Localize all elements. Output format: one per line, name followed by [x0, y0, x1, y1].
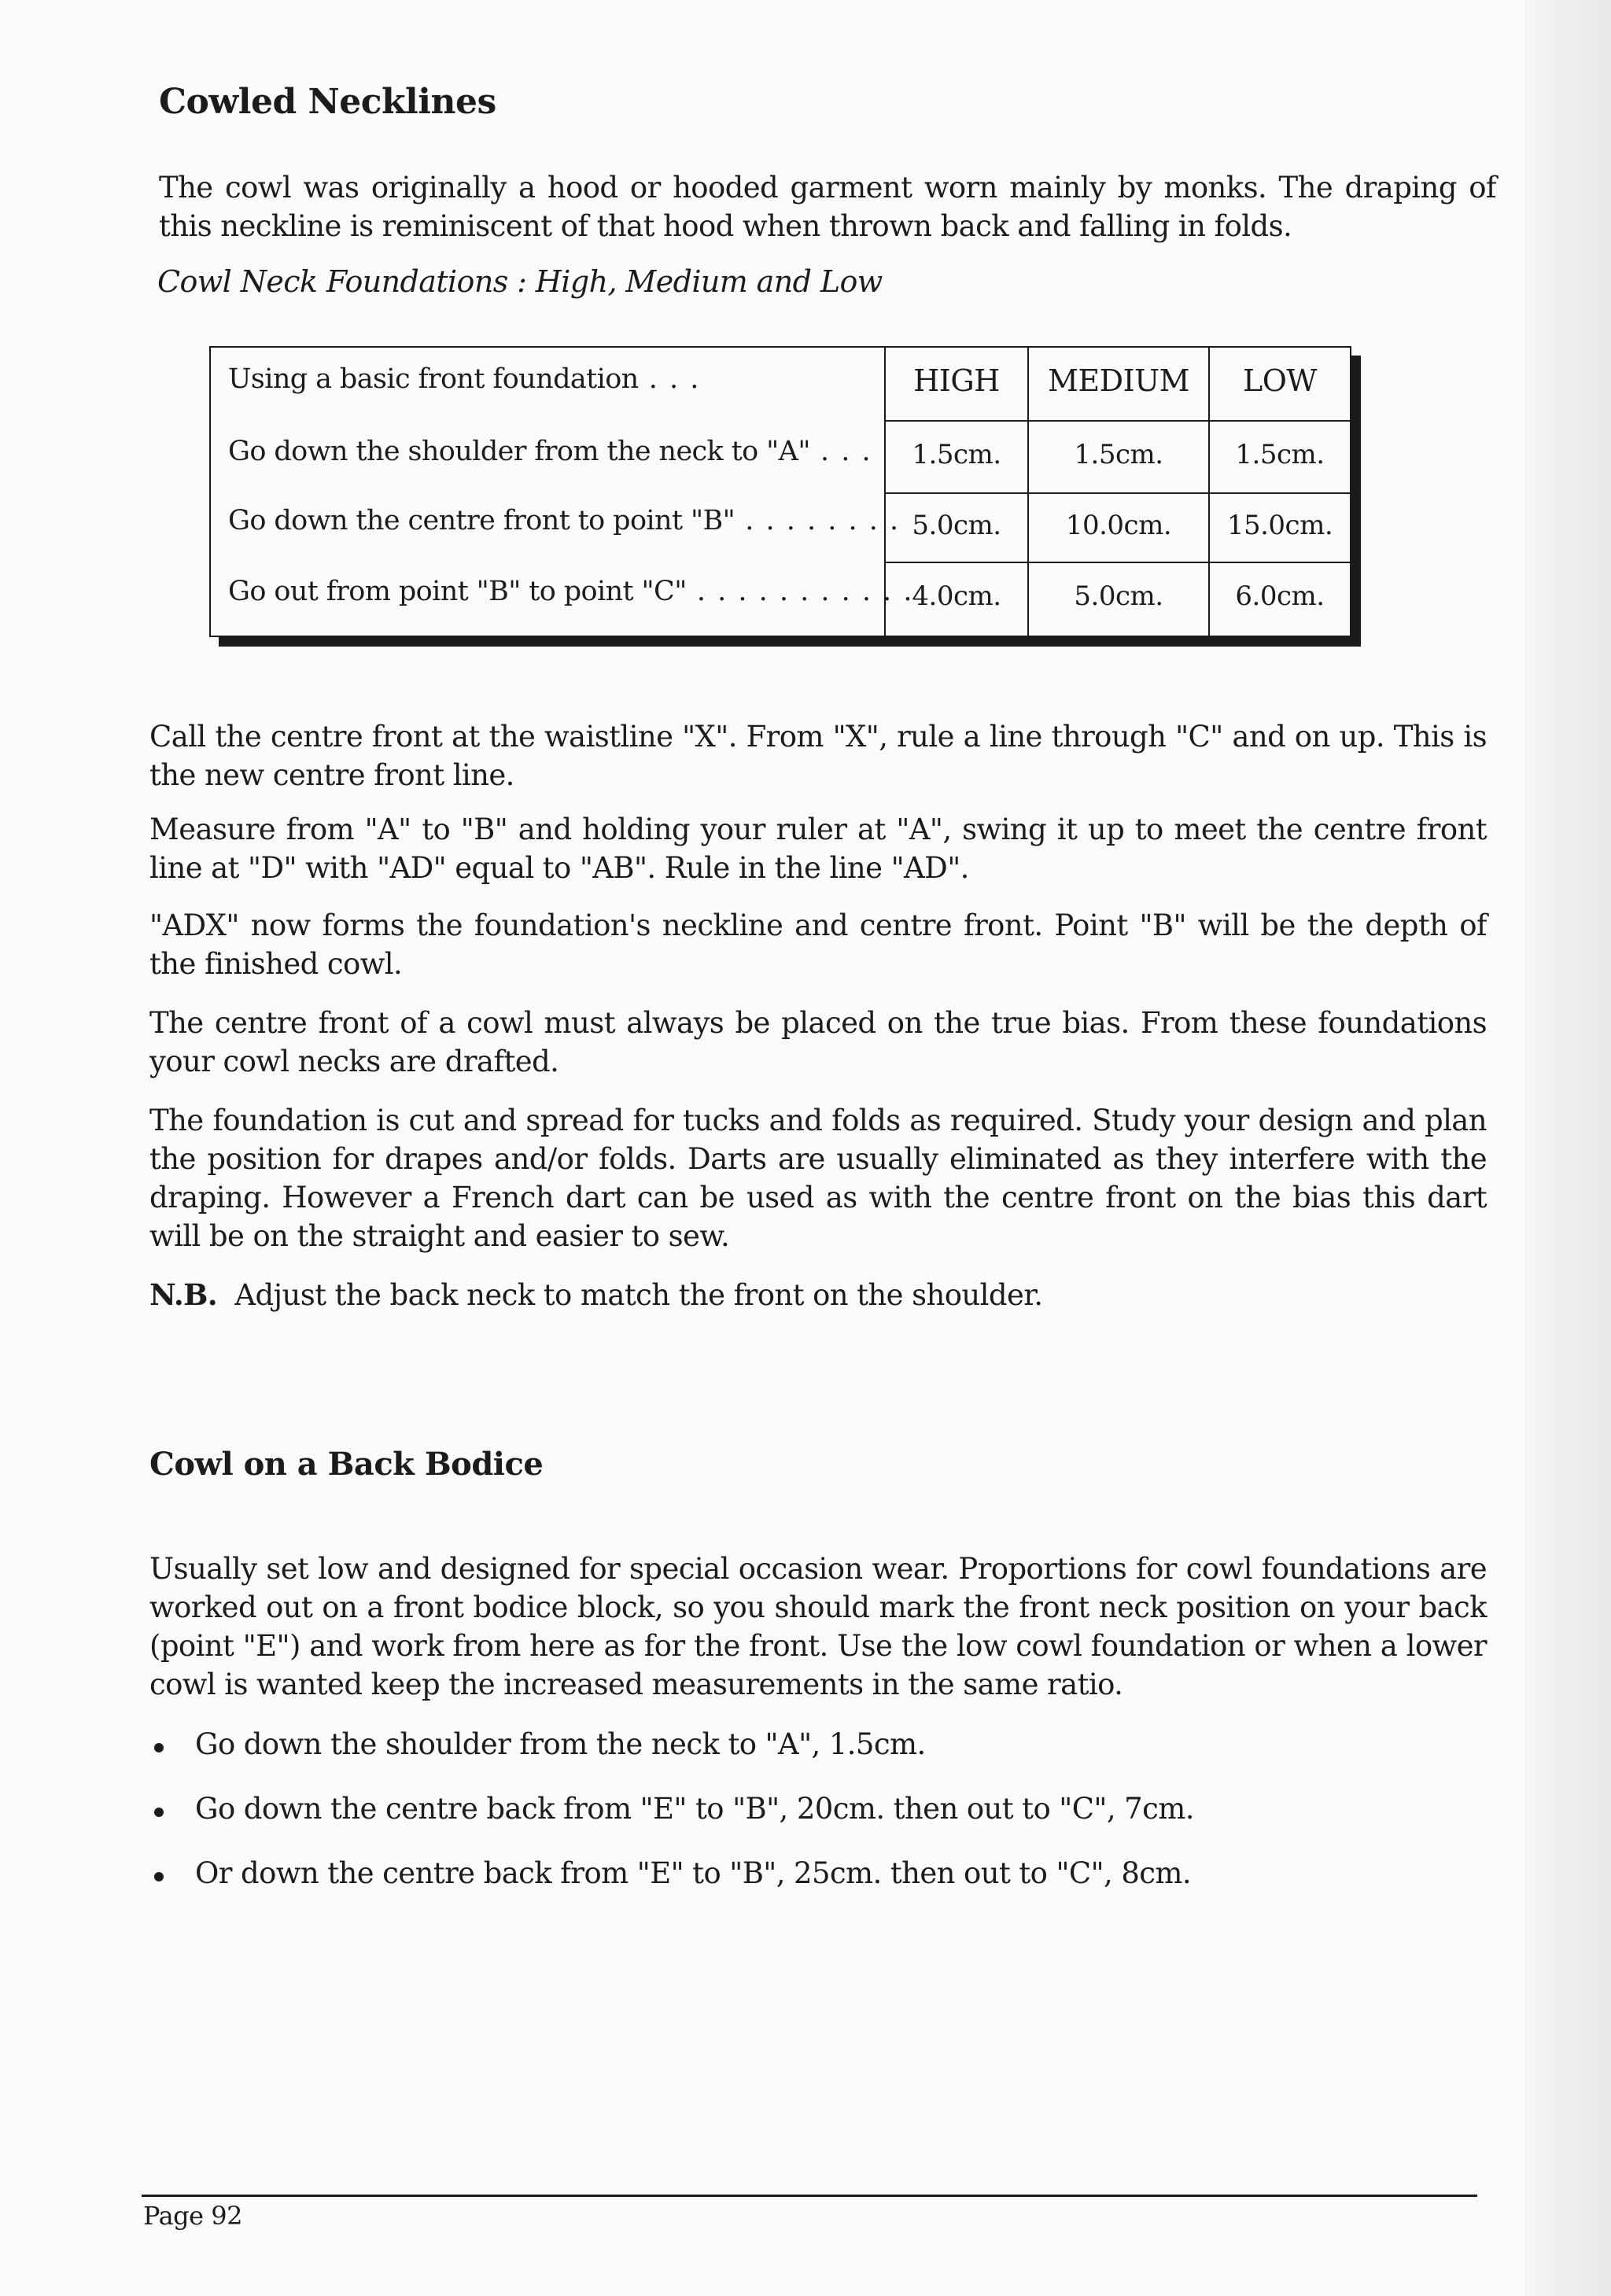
body-paragraph: The foundation is cut and spread for tucks and folds as required. Study your design and plan the position for drapes and/or folds. Darts are usually eliminated as they interfere with the draping. However a French dart can be used as with the centre front on the bias this dart will be on the straight and easier to sew. [149, 1104, 1487, 1253]
table-cell-high: 1.5cm. [912, 439, 1001, 470]
row-label-text: Go out from point "B" to point "C" [228, 576, 687, 607]
row-leader-dots: . . . . . . . . [735, 505, 901, 536]
footer-rule [142, 2195, 1477, 2197]
list-item-text: Or down the centre back from "E" to "B", 25cm. then out to "C", 8cm. [195, 1856, 1192, 1890]
row-label-text: Go down the shoulder from the neck to "A" [228, 436, 810, 467]
list-item [149, 1792, 1487, 1831]
table-cell-medium: 5.0cm. [1074, 580, 1163, 612]
list-item [149, 1856, 1487, 1896]
note-paragraph [149, 1276, 1487, 1314]
table-rule-3 [886, 562, 1350, 563]
table-cell-medium: 1.5cm. [1074, 439, 1163, 470]
body-paragraph: "ADX" now forms the foundation's neckline and centre front. Point "B" will be the depth of the finished cowl. [149, 908, 1487, 981]
table-cell-low: 1.5cm. [1235, 439, 1325, 470]
bullet-icon [154, 1743, 164, 1752]
row-leader-dots: . . . [809, 436, 872, 467]
cowl-foundations-table [209, 346, 1351, 637]
list-item [149, 1727, 1487, 1767]
table-row-label [228, 363, 700, 395]
table-cell-low: 6.0cm. [1235, 580, 1325, 612]
table-row-label [228, 436, 872, 467]
table-rule-2 [886, 492, 1350, 494]
list-item-text: Go down the shoulder from the neck to "A", 1.5cm. [195, 1727, 926, 1761]
row-label-text: Using a basic front foundation [228, 363, 639, 395]
table-cell-high: 5.0cm. [912, 510, 1001, 541]
page-number: Page 92 [143, 2201, 242, 2231]
body-paragraph: Call the centre front at the waistline "X". From "X", rule a line through "C" and on up. This is the new centre front line. [149, 720, 1487, 792]
table-row-label [228, 505, 900, 536]
column-header-low: LOW [1243, 363, 1317, 398]
table-cell-low: 15.0cm. [1226, 510, 1333, 541]
page-title: Cowled Necklines [159, 82, 496, 122]
table-row-label [228, 576, 913, 607]
table-cell-high: 4.0cm. [912, 580, 1001, 612]
bullet-icon [154, 1808, 164, 1817]
row-leader-dots: . . . [638, 363, 701, 395]
note-text: Adjust the back neck to match the front on the shoulder. [234, 1278, 1043, 1312]
table-caption: Cowl Neck Foundations : High, Medium and Low [157, 264, 883, 299]
page-edge-shadow [1524, 0, 1611, 2296]
section-paragraph: Usually set low and designed for special occasion wear. Proportions for cowl foundations are worked out on a front bodice block, so you should mark the front neck position on your back (point "E") and work from here as for the front. Use the low cowl foundation or when a lower cowl is wanted keep the increased measurements in the same ratio. [149, 1552, 1487, 1701]
table-rule-1 [886, 420, 1350, 422]
section-heading: Cowl on a Back Bodice [149, 1446, 544, 1483]
body-paragraph: Measure from "A" to "B" and holding your ruler at "A", swing it up to meet the centre front line at "D" with "AD" equal to "AB". Rule in the line "AD". [149, 813, 1487, 885]
table-frame [209, 346, 1351, 637]
row-label-text: Go down the centre front to point "B" [228, 505, 735, 536]
column-header-high: HIGH [913, 363, 1000, 398]
note-label: N.B. [149, 1277, 218, 1312]
body-paragraph: The centre front of a cowl must always be placed on the true bias. From these foundations your cowl necks are drafted. [149, 1006, 1487, 1078]
bullet-icon [154, 1872, 164, 1881]
list-item-text: Go down the centre back from "E" to "B", 20cm. then out to "C", 7cm. [195, 1792, 1194, 1826]
row-leader-dots: . . . . . . . . . . . [686, 576, 914, 607]
column-header-medium: MEDIUM [1047, 363, 1190, 398]
table-cell-medium: 10.0cm. [1065, 510, 1172, 541]
intro-paragraph: The cowl was originally a hood or hooded garment worn mainly by monks. The draping of this neckline is reminiscent of that hood when thrown back and falling in folds. [159, 171, 1496, 243]
